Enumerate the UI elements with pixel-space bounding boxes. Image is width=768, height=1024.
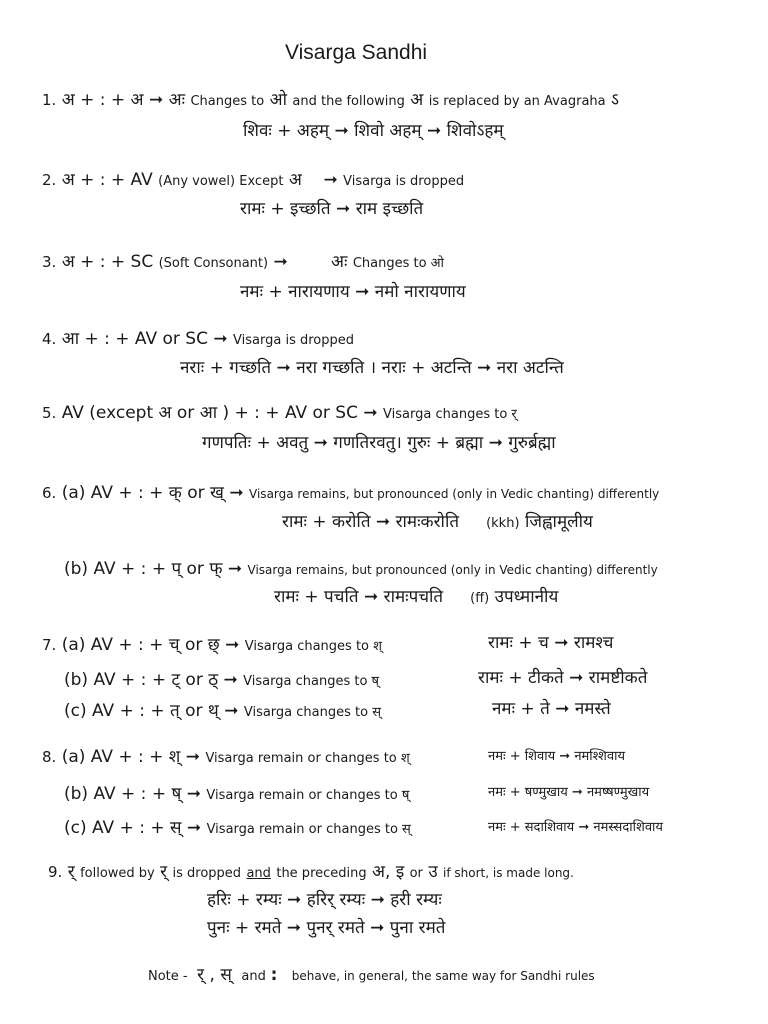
rule-description: followed by (80, 866, 155, 881)
arrow-icon: ➞ (370, 918, 385, 938)
example-output: हरी रम्यः (390, 890, 442, 910)
arrow-icon: ➞ (225, 635, 240, 655)
rule-description: Visarga is dropped (343, 174, 465, 189)
arrow-icon: ➞ (287, 890, 302, 910)
rule-result: अः (168, 90, 186, 110)
rule-description: Visarga changes to स् (243, 705, 381, 720)
rule-8b-line (64, 786, 409, 803)
rule-5-line (42, 405, 517, 422)
pronunciation-tag: (ff) (470, 591, 490, 606)
rule-formula: AV (except अ or आ ) + : + AV or SC (61, 403, 358, 423)
rule-1-example (243, 123, 504, 140)
arrow-icon: ➞ (578, 820, 590, 835)
term-name: जिह्वामूलीय (524, 512, 593, 532)
rule-formula: (a) AV + : + क् or ख् (61, 483, 224, 503)
rule-8c-line (64, 820, 411, 837)
rule-2-example (240, 201, 423, 218)
rule-description: the preceding (276, 866, 367, 881)
example-output: रामःकरोति (395, 512, 460, 532)
example-input: नमः + सदाशिवाय (488, 820, 575, 835)
rule-number: 8. (42, 748, 57, 766)
example-input: नमः + शिवाय (488, 749, 556, 764)
example-input: गणपतिः + अवतु (202, 433, 309, 453)
rule-formula: (a) AV + : + च् or छ् (61, 635, 220, 655)
arrow-icon: ➞ (273, 252, 288, 272)
rule-9-example-2 (207, 920, 446, 937)
rule-char: र् (67, 862, 75, 882)
rule-9-example-1 (207, 892, 442, 909)
rule-description: Visarga remains, but pronounced (only in Vedic chanting) differently (249, 487, 660, 501)
rule-number: 3. (42, 253, 57, 271)
arrow-icon: ➞ (323, 170, 338, 190)
arrow-icon: ➞ (370, 890, 385, 910)
rule-description: (Soft Consonant) (158, 256, 269, 271)
note-and: and (241, 969, 266, 984)
rule-number: 1. (42, 91, 57, 109)
rule-char: र् (160, 862, 168, 882)
rule-description: Changes to ओ (352, 256, 444, 271)
example-step: शिवो अहम् (354, 121, 422, 141)
example-output: नमस्ते (574, 699, 611, 719)
arrow-icon: ➞ (569, 668, 584, 688)
arrow-icon: ➞ (213, 329, 228, 349)
arrow-icon: ➞ (229, 483, 244, 503)
rule-number: 2. (42, 171, 57, 189)
example-input: रामः + च (488, 633, 549, 653)
page-title: Visarga Sandhi (285, 41, 428, 64)
rule-9-line (48, 864, 574, 881)
example-input: रामः + करोति (282, 512, 371, 532)
example-output: गुरुर्ब्रह्मा (508, 433, 556, 453)
example-step: गणतिरवतु। गुरुः + ब्रह्मा (333, 433, 484, 453)
rule-4-example (180, 360, 564, 377)
note-line (148, 967, 595, 984)
rule-description: or (409, 866, 423, 881)
arrow-icon: ➞ (223, 670, 238, 690)
example-input: नमः + नारायणाय (240, 282, 350, 302)
arrow-icon: ➞ (148, 90, 164, 110)
arrow-icon: ➞ (571, 785, 583, 800)
term-name: उपध्मानीय (494, 587, 559, 607)
rule-description: Visarga remain or changes to ष् (206, 788, 410, 803)
rule-3-example (240, 284, 466, 301)
rule-description: and the following (292, 94, 405, 109)
arrow-icon: ➞ (276, 358, 291, 378)
arrow-icon: ➞ (555, 699, 570, 719)
rule-8b-example (488, 786, 649, 799)
rule-number: 4. (42, 330, 57, 348)
rule-number: 5. (42, 404, 57, 422)
arrow-icon: ➞ (313, 433, 328, 453)
rule-formula: (b) AV + : + ष् (64, 784, 182, 804)
rule-description: Visarga remain or changes to श् (205, 751, 410, 766)
rule-char: ओ (269, 90, 287, 110)
example-output: नमो नारायणाय (374, 282, 466, 302)
example-output: पुना रमते (389, 918, 446, 938)
rule-description: Visarga changes to र् (383, 407, 517, 422)
rule-description: if short, is made long. (443, 866, 574, 880)
example-output: नमश्शिवाय (574, 749, 625, 764)
rule-formula: (c) AV + : + स् (64, 818, 182, 838)
note-chars: र् , स् (197, 965, 232, 985)
example-output: रामष्टीकते (588, 668, 648, 688)
arrow-icon: ➞ (559, 749, 571, 764)
arrow-icon: ➞ (227, 559, 243, 579)
avagraha-char: ऽ (611, 90, 619, 110)
rule-5-example (202, 435, 556, 452)
arrow-icon: ➞ (185, 747, 201, 767)
pronunciation-tag: (kkh) (486, 516, 520, 531)
rule-7b-example (478, 670, 647, 687)
rule-1-line (42, 92, 619, 109)
rule-description: is dropped (172, 866, 242, 881)
arrow-icon: ➞ (286, 918, 302, 938)
rule-3-line (42, 254, 444, 271)
example-input: शिवः + अहम् (243, 121, 330, 141)
example-input: नमः + षण्मुखाय (488, 785, 568, 800)
rule-formula: (b) AV + : + प् or फ् (64, 559, 223, 579)
rule-8a-example (488, 750, 625, 763)
example-input: नराः + गच्छति (180, 358, 272, 378)
rule-formula: अ + : + AV (61, 170, 153, 190)
rule-7c-example (492, 701, 611, 718)
rule-2-line (42, 172, 464, 189)
rule-number: 9. (48, 863, 63, 881)
rule-6b-line (64, 561, 658, 578)
rule-7b-line (64, 672, 379, 689)
rule-formula: आ + : + AV or SC (61, 329, 208, 349)
rule-6a-line (42, 485, 659, 502)
arrow-icon: ➞ (336, 199, 351, 219)
example-step: पुनर् रमते (306, 918, 365, 938)
rule-description: is replaced by an Avagraha (428, 94, 606, 109)
rule-7c-line (64, 703, 381, 720)
rule-description: Visarga is dropped (233, 333, 354, 348)
visarga-symbol: : (270, 965, 278, 985)
example-step: हरिर् रम्यः (306, 890, 366, 910)
arrow-icon: ➞ (554, 633, 569, 653)
rule-formula: (a) AV + : + श् (61, 747, 181, 767)
note-text: behave, in general, the same way for Sandhi rules (291, 969, 595, 983)
arrow-icon: ➞ (363, 587, 379, 607)
example-output: राम इच्छति (355, 199, 424, 219)
arrow-icon: ➞ (186, 784, 201, 804)
example-output: नमस्सदाशिवाय (593, 820, 663, 835)
rule-formula: अ + : + SC (61, 252, 154, 272)
example-output: रामःपचति (383, 587, 444, 607)
rule-char: उ (428, 862, 438, 882)
example-input: हरिः + रम्यः (207, 890, 282, 910)
rule-description: Visarga remain or changes to स् (206, 822, 411, 837)
rule-7a-line (42, 637, 382, 654)
example-output: शिवोऽहम् (446, 121, 504, 141)
rule-description: Visarga remains, but pronounced (only in Vedic chanting) differently (247, 563, 658, 577)
rule-number: 6. (42, 484, 57, 502)
rule-4-line (42, 331, 354, 348)
arrow-icon: ➞ (355, 282, 370, 302)
rule-char: अ (288, 170, 302, 190)
rule-6a-example (282, 514, 593, 531)
arrow-icon: ➞ (363, 403, 378, 423)
example-input: रामः + टीकते (478, 668, 564, 688)
example-input: रामः + इच्छति (240, 199, 331, 219)
rule-description: Visarga changes to श् (244, 639, 382, 654)
rule-8a-line (42, 749, 410, 766)
arrow-icon: ➞ (375, 512, 391, 532)
underlined-and: and (246, 866, 271, 881)
arrow-icon: ➞ (186, 818, 202, 838)
rule-formula: (b) AV + : + ट् or ठ् (64, 670, 219, 690)
rule-char: अ (410, 90, 424, 110)
example-output: नमष्षण्मुखाय (586, 785, 650, 800)
rule-description: (Any vowel) Except (158, 174, 284, 189)
example-step: नरा गच्छति । नराः + अटन्ति (296, 358, 472, 378)
rule-number: 7. (42, 636, 57, 654)
rule-7a-example (488, 635, 613, 652)
example-output: नरा अटन्ति (496, 358, 564, 378)
arrow-icon: ➞ (488, 433, 503, 453)
rule-6b-example (274, 589, 558, 606)
rule-char: अ, इ (372, 862, 405, 882)
rule-result: अः (330, 252, 348, 272)
rule-description: Visarga changes to ष् (243, 674, 380, 689)
example-output: रामश्च (573, 633, 614, 653)
example-input: नमः + ते (492, 699, 550, 719)
arrow-icon: ➞ (477, 358, 492, 378)
example-input: पुनः + रमते (207, 918, 282, 938)
rule-formula: अ + : + अ (61, 90, 144, 110)
example-input: रामः + पचति (274, 587, 359, 607)
rule-8c-example (488, 821, 663, 834)
rule-formula: (c) AV + : + त् or थ् (64, 701, 219, 721)
arrow-icon: ➞ (224, 701, 239, 721)
arrow-icon: ➞ (426, 121, 442, 141)
rule-description: Changes to (190, 94, 265, 109)
note-label: Note - (148, 969, 188, 984)
arrow-icon: ➞ (334, 121, 349, 141)
